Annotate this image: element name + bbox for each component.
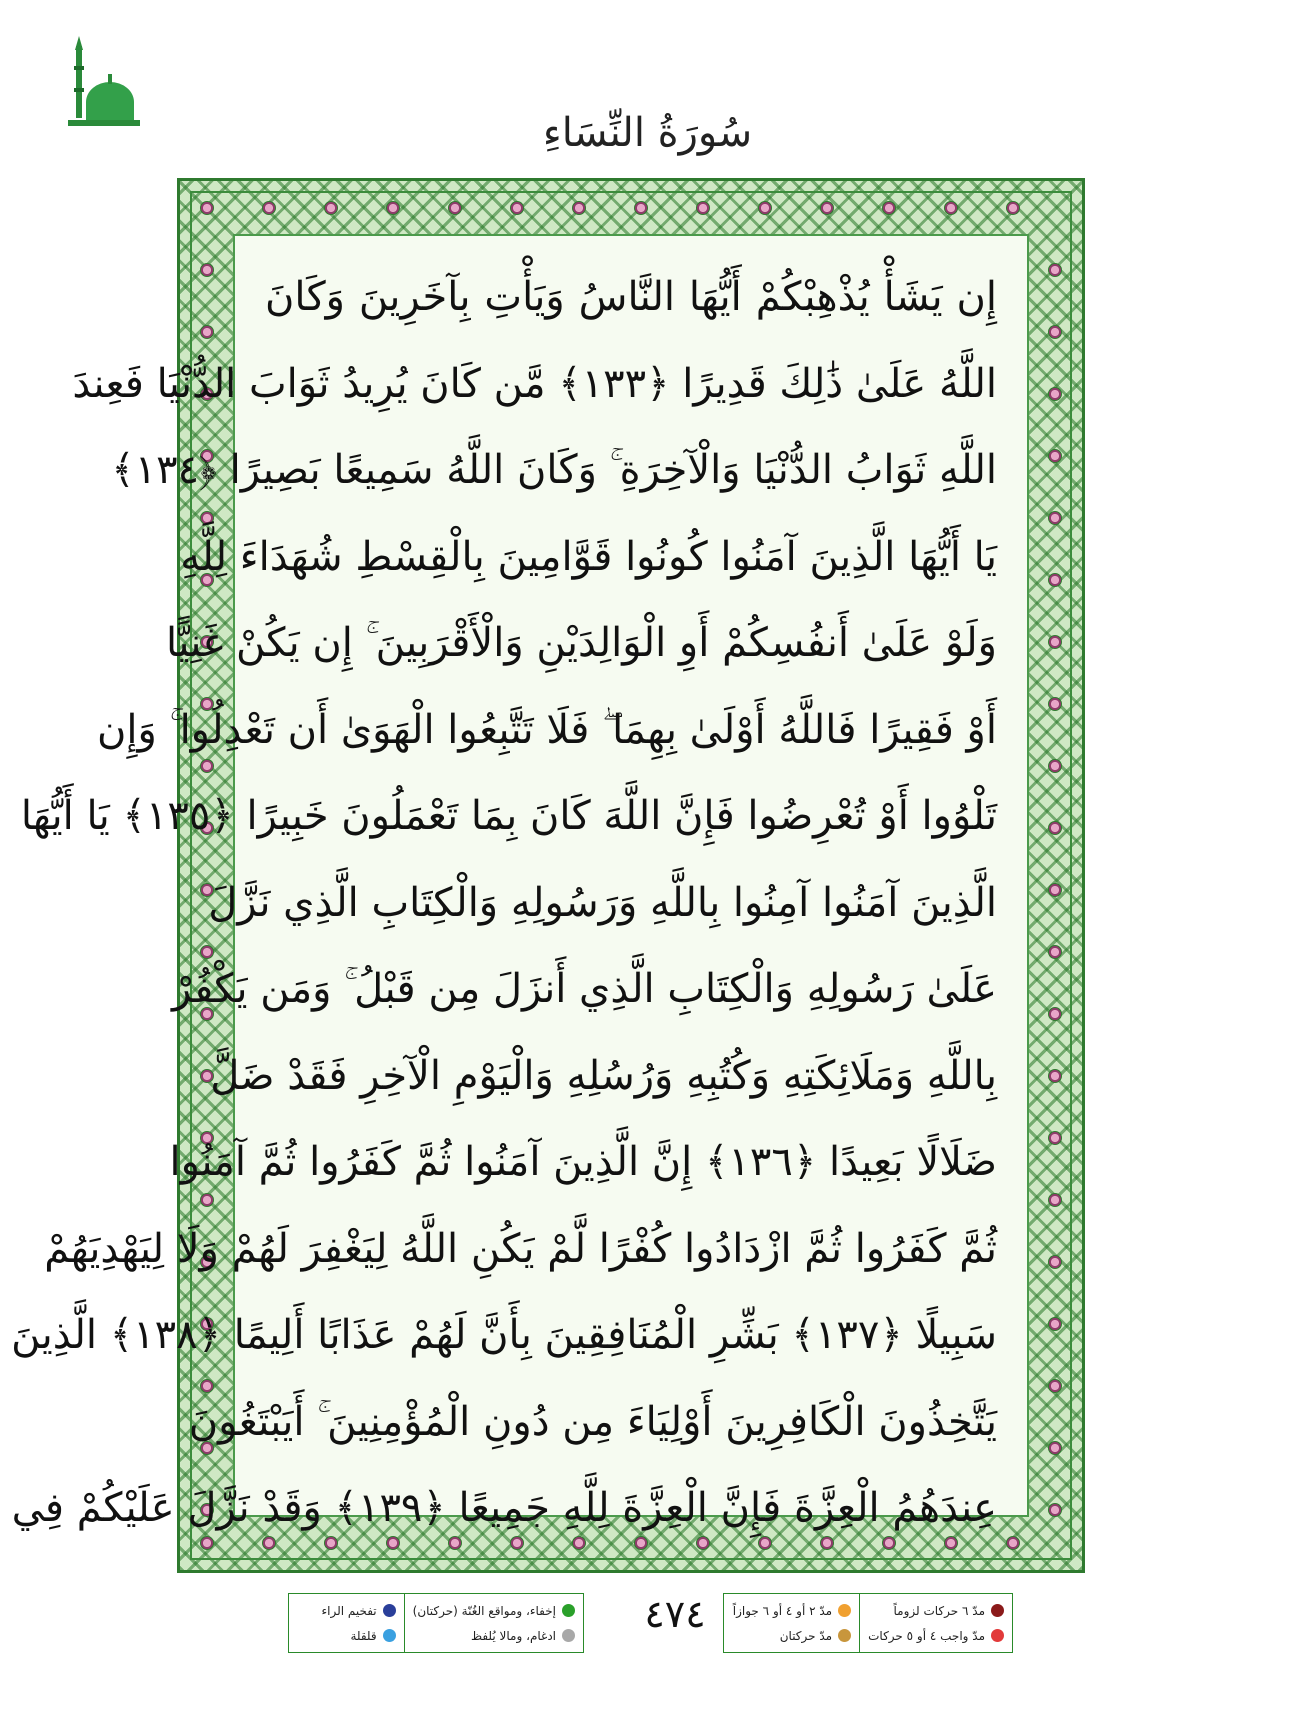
legend-label: ادغام، ومالا يُلفظ (470, 1628, 556, 1643)
border-rosette-icon (200, 263, 214, 277)
border-rosette-icon (1048, 573, 1062, 587)
border-rosette-icon (386, 201, 400, 215)
madd-jawaz-dot-icon (838, 1604, 851, 1617)
border-rosette-icon (324, 201, 338, 215)
text-line-8: الَّذِينَ آمَنُوا آمِنُوا بِاللَّهِ وَرَسُولِهِ وَالْكِتَابِ الَّذِي نَزَّلَ (208, 879, 997, 926)
legend-item (413, 1629, 575, 1643)
border-rosette-icon (1006, 1536, 1020, 1550)
madd-6-dot-icon (991, 1604, 1004, 1617)
border-rosette-icon (1048, 387, 1062, 401)
legend-label: مدّ ٢ أو ٤ أو ٦ جوازاً (732, 1603, 833, 1618)
border-rosette-icon (1048, 1007, 1062, 1021)
text-line-5: وَلَوْ عَلَىٰ أَنفُسِكُمْ أَوِ الْوَالِدَيْنِ وَالْأَقْرَبِينَ ۚ إِن يَكُنْ غَنِيًّا (166, 620, 997, 666)
border-rosette-icon (1048, 1441, 1062, 1455)
text-line-13: سَبِيلًا ﴿١٣٧﴾ بَشِّرِ الْمُنَافِقِينَ بِأَنَّ لَهُمْ عَذَابًا أَلِيمًا ﴿١٣٨﴾ الَّذِينَ (11, 1312, 997, 1358)
legend-label: تفخيم الراء (321, 1603, 377, 1618)
text-line-12: ثُمَّ كَفَرُوا ثُمَّ ازْدَادُوا كُفْرًا لَّمْ يَكُنِ اللَّهُ لِيَغْفِرَ لَهُمْ وَلَا لِيَهْدِيَهُمْ (44, 1225, 997, 1272)
ornamental-border (11, 178, 1085, 1573)
border-rosette-icon (1048, 635, 1062, 649)
text-line-2: اللَّهُ عَلَىٰ ذَٰلِكَ قَدِيرًا ﴿١٣٣﴾ مَّن كَانَ يُرِيدُ ثَوَابَ الدُّنْيَا فَعِندَ (72, 360, 997, 407)
text-line-9: عَلَىٰ رَسُولِهِ وَالْكِتَابِ الَّذِي أَنزَلَ مِن قَبْلُ ۚ وَمَن يَكْفُرْ (172, 966, 997, 1012)
text-line-6: أَوْ فَقِيرًا فَاللَّهُ أَوْلَىٰ بِهِمَا ۖ فَلَا تَتَّبِعُوا الْهَوَىٰ أَن تَعْدِلُوا ۚ وَإِن (97, 706, 997, 753)
border-rosette-icon (820, 201, 834, 215)
tafkheem-dot-icon (383, 1604, 396, 1617)
border-rosette-icon (200, 325, 214, 339)
border-rosette-icon (1048, 945, 1062, 959)
tajweed-legend-madd (723, 1593, 1013, 1653)
legend-item (733, 1604, 851, 1618)
border-rosette-icon (1048, 1503, 1062, 1517)
border-rosette-icon (262, 201, 276, 215)
legend-label: مدّ حركتان (779, 1628, 833, 1643)
legend-item (868, 1629, 1004, 1643)
legend-label: مدّ واجب ٤ أو ٥ حركات (868, 1628, 985, 1643)
border-rosette-icon (1048, 697, 1062, 711)
text-line-14: يَتَّخِذُونَ الْكَافِرِينَ أَوْلِيَاءَ مِن دُونِ الْمُؤْمِنِينَ ۚ أَيَبْتَغُونَ (188, 1398, 997, 1445)
border-rosette-icon (696, 201, 710, 215)
border-rosette-icon (1048, 1131, 1062, 1145)
ikhfa-dot-icon (562, 1604, 575, 1617)
border-rosette-icon (200, 201, 214, 215)
legend-column (313, 1594, 404, 1652)
border-rosette-icon (758, 201, 772, 215)
border-rosette-icon (1048, 325, 1062, 339)
quran-text (11, 254, 997, 1531)
text-panel (11, 234, 1029, 1531)
legend-label: قلقلة (350, 1628, 377, 1643)
border-rosette-icon (1048, 449, 1062, 463)
border-rosette-icon (1048, 883, 1062, 897)
text-line-7: تَلْوُوا أَوْ تُعْرِضُوا فَإِنَّ اللَّهَ كَانَ بِمَا تَعْمَلُونَ خَبِيرًا ﴿١٣٥﴾ يَا أَيُّهَا (20, 793, 997, 839)
border-rosette-icon (1048, 1379, 1062, 1393)
text-line-11: ضَلَالًا بَعِيدًا ﴿١٣٦﴾ إِنَّ الَّذِينَ آمَنُوا ثُمَّ كَفَرُوا ثُمَّ آمَنُوا (169, 1139, 997, 1185)
border-rosette-icon (448, 201, 462, 215)
surah-title: سُورَةُ النِّسَاءِ (542, 110, 753, 156)
border-rosette-icon (1006, 201, 1020, 215)
text-line-1: إِن يَشَأْ يُذْهِبْكُمْ أَيُّهَا النَّاسُ وَيَأْتِ بِآخَرِينَ وَكَانَ (265, 274, 997, 320)
legend-item (733, 1629, 851, 1643)
madd-wajib-dot-icon (991, 1629, 1004, 1642)
border-rosette-icon (1048, 1069, 1062, 1083)
border-rosette-icon (1048, 263, 1062, 277)
border-rosette-icon (1048, 1193, 1062, 1207)
border-rosette-icon (1048, 511, 1062, 525)
page-number: ٤٧٤ (644, 1592, 706, 1636)
border-rosette-icon (1048, 1317, 1062, 1331)
text-line-4: يَا أَيُّهَا الَّذِينَ آمَنُوا كُونُوا قَوَّامِينَ بِالْقِسْطِ شُهَدَاءَ لِلَّهِ (180, 533, 997, 580)
border-rosette-icon (944, 201, 958, 215)
border-rosette-icon (882, 201, 896, 215)
text-line-15: عِندَهُمُ الْعِزَّةَ فَإِنَّ الْعِزَّةَ لِلَّهِ جَمِيعًا ﴿١٣٩﴾ وَقَدْ نَزَّلَ عَلَيْكُمْ فِي (11, 1485, 997, 1531)
border-rosette-icon (634, 201, 648, 215)
legend-column (725, 1594, 860, 1652)
qalqala-dot-icon (383, 1629, 396, 1642)
border-rosette-icon (510, 201, 524, 215)
border-rosette-icon (1048, 821, 1062, 835)
legend-item (868, 1604, 1004, 1618)
legend-item (321, 1604, 395, 1618)
text-line-10: بِاللَّهِ وَمَلَائِكَتِهِ وَكُتُبِهِ وَرُسُلِهِ وَالْيَوْمِ الْآخِرِ فَقَدْ ضَلَّ (210, 1052, 997, 1099)
legend-item (413, 1604, 575, 1618)
legend-column (405, 1594, 583, 1652)
legend-label: مدّ ٦ حركات لزوماً (893, 1603, 985, 1618)
tajweed-legend-ghunna (288, 1593, 584, 1653)
border-rosette-icon (1048, 1255, 1062, 1269)
text-line-3: اللَّهِ ثَوَابُ الدُّنْيَا وَالْآخِرَةِ ۚ وَكَانَ اللَّهُ سَمِيعًا بَصِيرًا ﴿١٣٤﴾ (111, 447, 997, 493)
border-rosette-icon (572, 201, 586, 215)
madd-2-dot-icon (838, 1629, 851, 1642)
border-rosette-icon (1048, 759, 1062, 773)
idgham-dot-icon (562, 1629, 575, 1642)
legend-item (321, 1629, 395, 1643)
legend-column (860, 1594, 1012, 1652)
legend-label: إخفاء، ومواقع الغُنّة (حركتان) (412, 1603, 556, 1618)
